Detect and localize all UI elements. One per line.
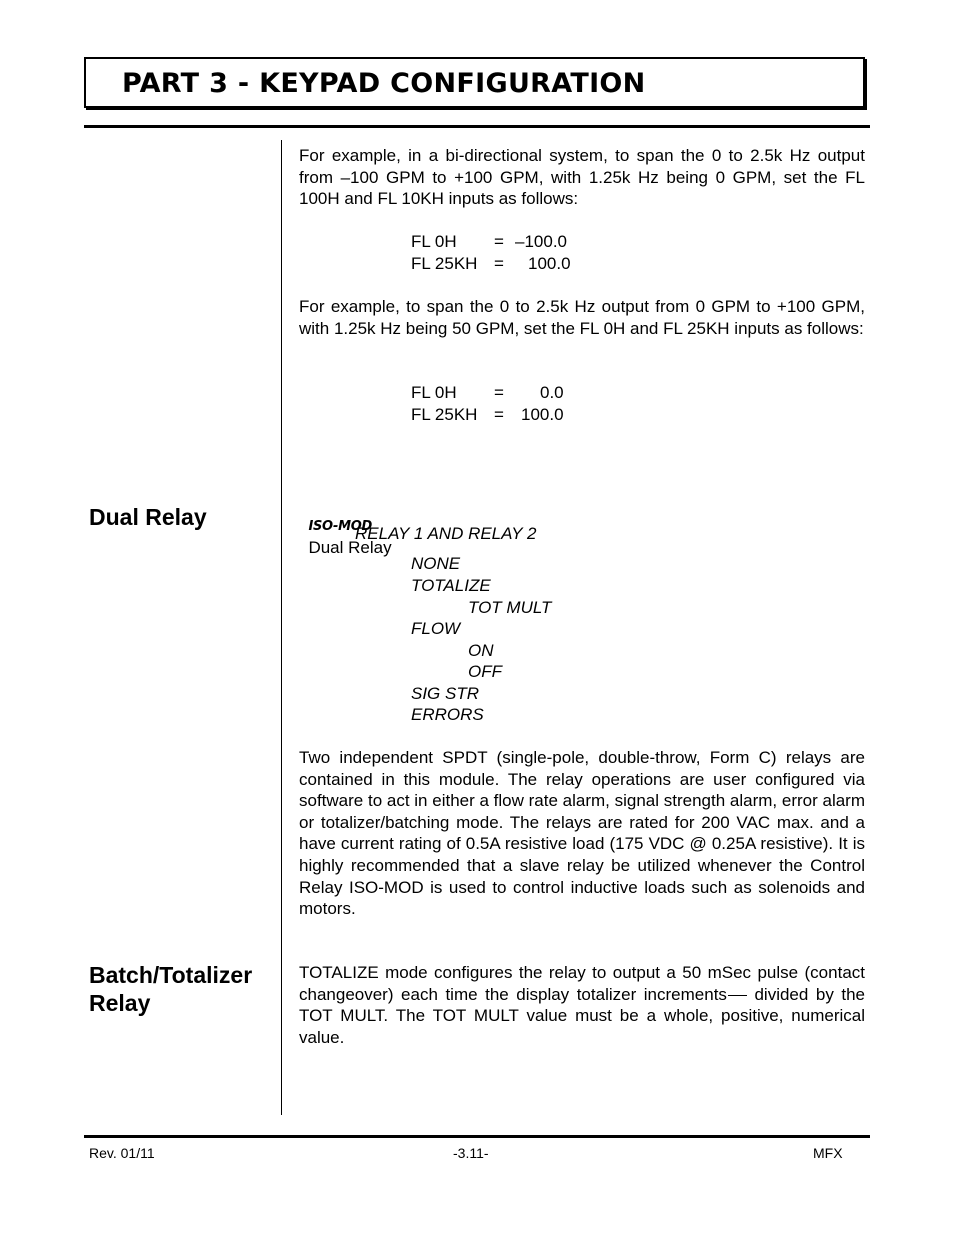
menu-root: RELAY 1 AND RELAY 2 [355,524,537,543]
iso-mod-logo: ISO-MOD [308,518,373,534]
example-2-row-1-label: FL 0H [411,383,457,402]
footer-product: MFX [813,1145,843,1161]
footer-divider [84,1135,870,1138]
menu-item-off: OFF [468,662,502,681]
example-2-row-1-eq: = [494,383,504,402]
example-1-row-1-label: FL 0H [411,232,457,251]
footer-page-number: -3.11- [453,1145,489,1161]
header-divider [84,125,870,128]
batch-text-part-2: divided by the TOT MULT. The TOT MULT value must be a whole, positive, numerical value. [299,984,865,1047]
menu-item-tot-mult: TOT MULT [468,598,552,617]
example-1-row-1-value: –100.0 [515,232,567,251]
module-name: Dual Relay [308,538,392,558]
example-1-text: For example, in a bi-directional system, to span the 0 to 2.5k Hz output from –100 GPM to +100 GPM, with 1.25k Hz being 0 GPM, set the FL 100H and FL 10KH inputs as follows: [299,146,865,209]
example-2-text: For example, to span the 0 to 2.5k Hz output from 0 GPM to +100 GPM, with 1.25k Hz being 50 GPM, set the FL 0H and FL 25KH inputs as follows: [299,297,865,338]
footer-revision: Rev. 01/11 [89,1145,155,1161]
example-2-row-2-label: FL 25KH [411,405,478,424]
batch-relay-text [299,962,865,1048]
menu-item-errors: ERRORS [411,705,484,724]
example-1-row-2-label: FL 25KH [411,254,478,273]
menu-item-on: ON [468,641,494,660]
page-title: PART 3 - KEYPAD CONFIGURATION [122,68,646,99]
example-2-row-2-value: 100.0 [521,405,564,424]
menu-item-none: NONE [411,554,461,573]
example-1-row-2-eq: = [494,254,504,273]
batch-text-part-1: TOTALIZE mode configures the relay to output a 50 mSec pulse (contact changeover) each time the display totalizer increments [299,963,865,1004]
batch-heading-line-2: Relay [89,990,151,1016]
dual-relay-description: Two independent SPDT (single-pole, double-throw, Form C) relays are contained in this module. The relay operations are user configured via software to act in either a flow rate alarm, signal strength alarm, error alarm or totalizer/batching mode. The relays are rated for 200 VAC max. and a have current rating of 0.5A resistive load (175 VDC @ 0.25A resistive). It is highly recommended that a slave relay be utilized whenever the Control Relay ISO-MOD is used to control inductive loads such as solenoids and motors. [299,748,865,919]
dual-relay-heading: Dual Relay [89,504,207,530]
em-dash [728,995,747,996]
menu-item-totalize: TOTALIZE [411,576,491,595]
batch-heading-line-1: Batch/Totalizer [89,962,253,988]
menu-item-flow: FLOW [411,619,461,638]
menu-item-sig-str: SIG STR [411,684,480,703]
column-divider [281,140,282,1115]
batch-totalizer-heading [89,961,252,1017]
example-2-row-2-eq: = [494,405,504,424]
example-2-row-1-value: 0.0 [540,383,564,402]
example-1-row-2-value: 100.0 [528,254,571,273]
example-1-row-1-eq: = [494,232,504,251]
